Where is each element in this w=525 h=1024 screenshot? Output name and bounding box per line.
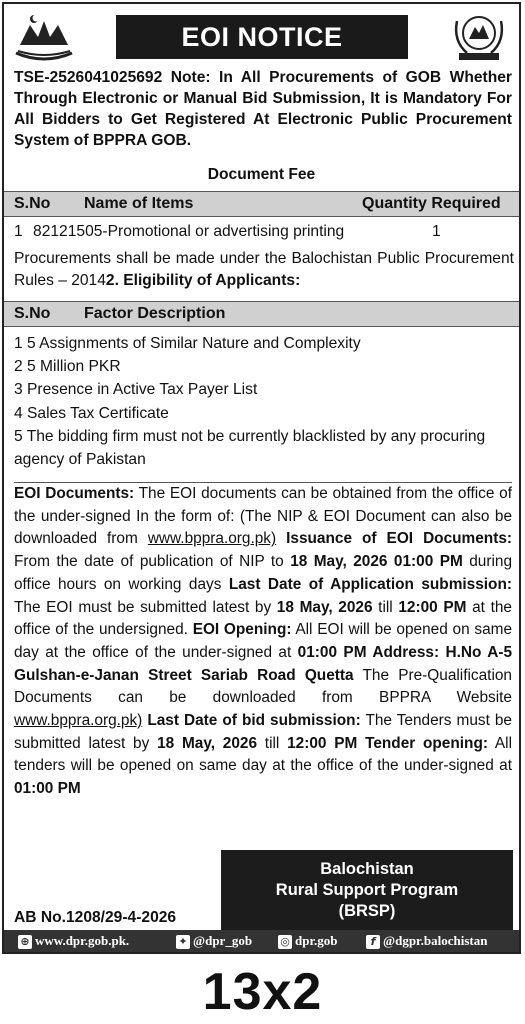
- last-date-application-text: The EOI must be submitted latest by: [14, 598, 277, 616]
- header-sno: S.No: [14, 305, 51, 322]
- footer-facebook-text: @dgpr.balochistan: [383, 933, 488, 948]
- signature-line-1: Balochistan: [320, 860, 414, 878]
- till-text-2: till: [257, 734, 288, 752]
- eoi-documents-label: EOI Documents:: [14, 485, 135, 502]
- issuance-label: Issuance of EOI Documents:: [276, 530, 513, 548]
- last-date-application-date: 18 May, 2026: [276, 598, 373, 616]
- footer-web[interactable]: [18, 930, 129, 952]
- ab-number: AB No.1208/29-4-2026: [14, 909, 177, 926]
- header-quantity: Quantity Required: [362, 195, 501, 212]
- header-factor-description: Factor Description: [84, 305, 226, 322]
- factor-table-body: [14, 332, 514, 471]
- last-date-application-time: 12:00 PM: [398, 598, 467, 616]
- instagram-icon: ◎: [278, 935, 292, 949]
- issuance-date: 18 May, 2026 01:00 PM: [290, 553, 463, 571]
- last-date-bid-label: Last Date of bid submission:: [142, 712, 361, 730]
- eoi-notice-title: EOI NOTICE: [116, 15, 408, 59]
- till-text: till: [372, 598, 399, 616]
- issuance-text-2: during office hours on working days: [14, 553, 513, 593]
- factor-row: 2 5 Million PKR: [14, 358, 121, 376]
- issuance-text: From the date of publication of NIP to: [14, 553, 291, 571]
- twitter-icon: ✦: [176, 935, 190, 949]
- factor-table-header: [4, 301, 519, 327]
- header-sno: S.No: [14, 195, 51, 212]
- last-date-bid-time: 12:00 PM: [287, 734, 358, 752]
- signature-line-2: Rural Support Program: [275, 881, 459, 899]
- registration-note: TSE-2526041025692 Note: In All Procurements of GOB Whether Through Electronic or Manual Bid Submission, It is Mandatory For All Bidders to Get Registered At Electronic Public Procurement System of BPPRA GOB.: [14, 69, 512, 149]
- tender-opening-time: 01:00 PM: [14, 780, 81, 798]
- office-text: at the office of the undersigned.: [14, 598, 512, 639]
- eoi-documents-section: [14, 482, 512, 801]
- facebook-icon: f: [366, 935, 380, 949]
- signature-block: [221, 850, 513, 940]
- header-name-of-items: Name of Items: [84, 195, 194, 212]
- footer-web-text: www.dpr.gob.pk.: [35, 933, 130, 948]
- dgpr-emblem-logo: [445, 11, 513, 63]
- factor-row: 3 Presence in Active Tax Payer List: [14, 381, 258, 399]
- bppra-link[interactable]: www.bppra.org.pk): [147, 530, 277, 548]
- items-table-row: [14, 221, 514, 243]
- procurement-rules-text: [14, 248, 514, 292]
- bppra-website-link[interactable]: www.bppra.org.pk): [14, 712, 143, 730]
- signature-line-3: (BRSP): [338, 902, 396, 920]
- balochistan-emblem-logo: [10, 11, 78, 63]
- eoi-opening-time: 01:00 PM: [297, 643, 367, 661]
- factor-row: 4 Sales Tax Certificate: [14, 404, 169, 422]
- items-table-header: [4, 191, 519, 217]
- row-sno: 1: [14, 223, 23, 240]
- footer-facebook[interactable]: [366, 930, 487, 952]
- last-date-bid-text: The Tenders must be submitted latest by: [14, 712, 512, 752]
- rules-text: Procurements shall be made under the Balochistan Public Procurement Rules – 2014: [14, 250, 514, 289]
- tender-opening-text: All tenders will be opened on same day at the office of the under-signed at: [14, 734, 513, 775]
- advertisement: [2, 2, 521, 954]
- eoi-documents-text: The EOI documents can be obtained from the office of the under-signed In the form of: (The NIP & EOI Document can also be downloaded from: [14, 485, 512, 548]
- factor-row: 1 5 Assignments of Similar Nature and Complexity: [14, 335, 361, 352]
- footer-instagram-text: dpr.gob: [295, 933, 338, 948]
- globe-icon: ⊕: [18, 935, 32, 949]
- footer-bar: [4, 930, 519, 952]
- row-quantity: 1: [432, 223, 441, 240]
- last-date-bid-date: 18 May, 2026: [157, 734, 258, 752]
- footer-twitter-text: @dpr_gob: [193, 933, 253, 948]
- prequal-text: The Pre-Qualification Documents can be downloaded from BPPRA Website: [14, 666, 512, 707]
- footer-instagram[interactable]: [278, 930, 338, 952]
- eoi-opening-text: All EOI will be opened on same day at the office of the under-signed at: [14, 621, 513, 661]
- ad-size-label: 13x2: [202, 963, 323, 1021]
- eoi-opening-label: EOI Opening:: [192, 621, 292, 639]
- footer-twitter[interactable]: [176, 930, 252, 952]
- tender-opening-label: Tender opening:: [357, 734, 488, 752]
- eligibility-heading: 2. Eligibility of Applicants:: [105, 272, 301, 289]
- last-date-application-label: Last Date of Application submission:: [228, 575, 512, 593]
- row-item-name: 82121505-Promotional or advertising printing: [33, 223, 345, 240]
- document-fee-label: Document Fee: [207, 166, 316, 183]
- factor-row: 5 The bidding firm must not be currently blacklisted by any procuring agency of Pakistan: [14, 427, 486, 469]
- address-label: Address: H.No A-5 Gulshan-e-Janan Street Sariab Road Quetta: [14, 643, 513, 684]
